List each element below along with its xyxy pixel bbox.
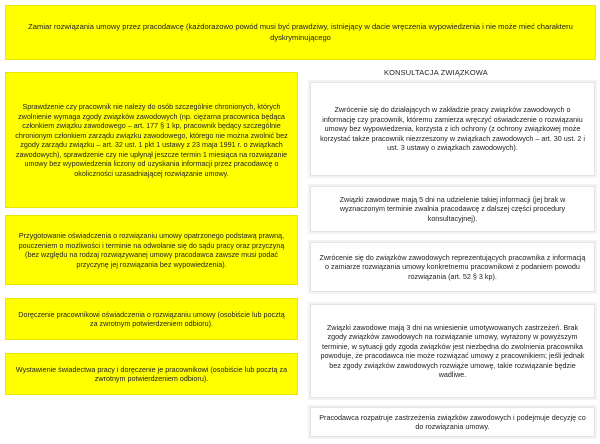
intent-box — [5, 5, 596, 60]
employer-step-text: Sprawdzenie czy pracownik nie należy do osób szczególnie chronionych, których zwolnienie wymaga zgody związków zawodowych (np. ciężarna pracownica będąca członkiem związku zawodowego – art. 177 § 1 kp, pracownik będący szczególnie chronionym członkiem zarządu związku zawodowego, którego nie można zwolnić bez zgody zarządu związku – art. 32 ust. 1 pkt 1 ustawy z 23 maja 1991 r. o związkach zawodowych), sprawdzenie czy nie upłynął jeszcze termin 1 miesiąca na rozwiązanie umowy bez wypowiedzenia liczony od uzyskania informacji przez pracodawcę o okoliczności uzasadniającej rozwiązanie umowy. — [15, 102, 288, 178]
consultation-step-ask-unions — [310, 82, 595, 176]
employer-step-issue-certificate — [5, 353, 298, 395]
employer-step-check-protection — [5, 72, 298, 208]
consultation-step-inform-unions — [310, 242, 595, 292]
consultation-step-text: Zwrócenie się do związków zawodowych reprezentujących pracownika z informacją o zamiarze rozwiązania umowy konkretnemu pracownikowi z podaniem powodu rozwiązania (art. 52 § 3 kp). — [319, 252, 586, 281]
employer-step-text: Doręczenie pracownikowi oświadczenia o rozwiązaniu umowy (osobiście lub pocztą za zwrotnym potwierdzeniem odbioru). — [18, 309, 285, 328]
consultation-step-text: Związki zawodowe mają 3 dni na wniesienie umotywowanych zastrzeżeń. Brak zgody związków zawodowych na rozwiązanie umowy, wyrażony w powyższym terminie, w sytuacji gdy zgoda związków jest niezbędna do zwolnienia pracownika powoduje, że pracodawca nie może rozwiązać umowy z pracownikiem; jeśli jednak bez zgody związków zawodowych rozwiąże umowę, takie rozwiązanie będzie wadliwe. — [320, 322, 585, 379]
employer-step-text: Wystawienie świadectwa pracy i doręczenie je pracownikowi (osobiście lub pocztą za zwrotnym potwierdzeniem odbioru). — [15, 364, 288, 383]
employer-step-prepare-statement — [5, 215, 298, 285]
consultation-step-text: Związki zawodowe mają 5 dni na udzielenie takiej informacji (jej brak w wyznaczonym terminie zwalnia pracodawcę z dalszej części procedury konsultacyjnej). — [339, 194, 566, 223]
consultation-step-text: Pracodawca rozpatruje zastrzeżenia związków zawodowych i podejmuje decyzję co do rozwiązania umowy. — [319, 412, 586, 431]
consultation-step-decision — [310, 407, 595, 437]
employer-step-deliver-statement — [5, 298, 298, 340]
consultation-step-text: Zwrócenie się do działających w zakładzie pracy związków zawodowych o informację czy pracownik, któremu zamierza wręczyć oświadczenie o rozwiązaniu umowy bez wypowiedzenia, korzysta z ich ochrony (z ochrony związkowej może korzystać także pracownik niezrzeszony w związkach zawodowych – art. 30 ust. 2 i ust. 3 ustawy o związkach zawodowych). — [320, 105, 585, 153]
employer-step-text: Przygotowanie oświadczenia o rozwiązaniu umowy opatrzonego podstawą prawną, pouczeniem o możliwości i terminie na odwołanie się do sądu pracy oraz przyczyną (bez względu na rodzaj rozwiązywanej umowy pracodawca zawsze musi podać przyczynę jej rozwiązania bez wypowiedzenia). — [18, 231, 285, 269]
consultation-title: KONSULTACJA ZWIĄZKOWA — [384, 68, 488, 77]
consultation-step-5-days — [310, 186, 595, 232]
intent-text: Zamiar rozwiązania umowy przez pracodawcę (każdorazowo powód musi być prawdziwy, istniejący w dacie wręczenia wypowiedzenia i nie może mieć charakteru dyskryminującego — [28, 22, 573, 42]
consultation-step-3-days — [310, 304, 595, 398]
